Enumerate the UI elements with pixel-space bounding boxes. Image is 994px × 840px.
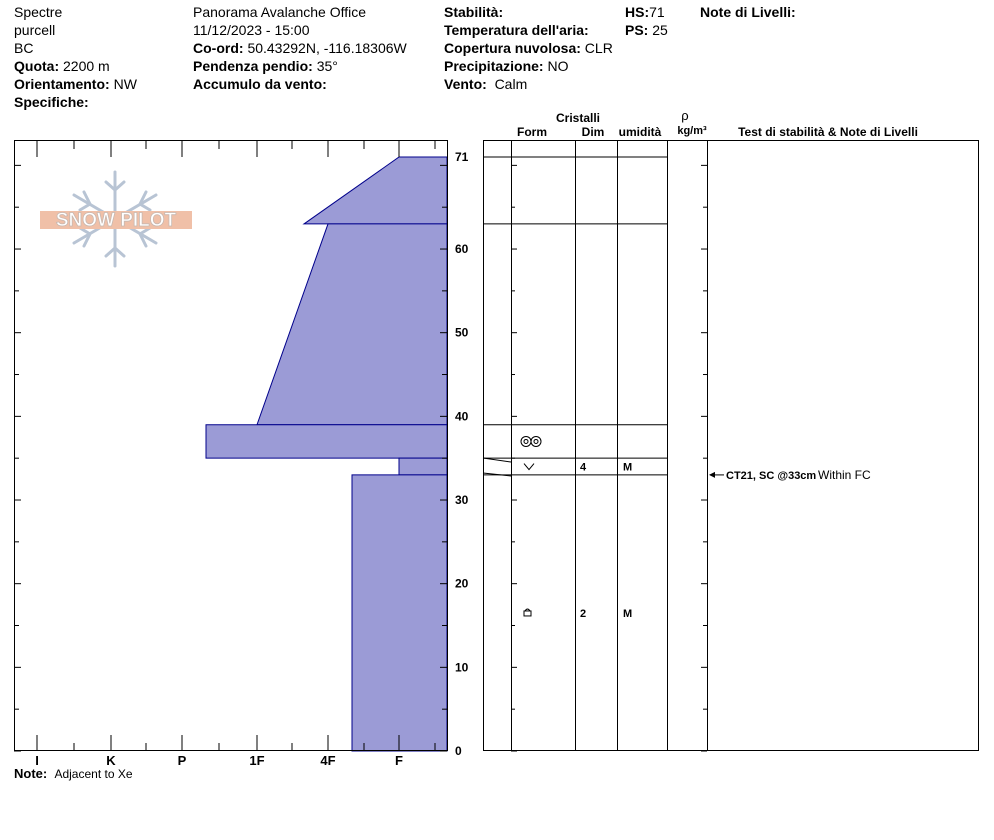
region-name: BC (14, 40, 34, 56)
layer-table-frame (484, 141, 979, 751)
depth-label-71: 71 (455, 150, 469, 164)
layer-table (484, 140, 979, 751)
form-header: Form (517, 125, 547, 139)
hardness-layers (206, 157, 447, 751)
layer-row-1 (524, 462, 632, 474)
slope-angle: Pendenza pendio: 35° (193, 58, 338, 74)
organization: Panorama Avalanche Office (193, 4, 367, 20)
air-temp: Temperatura dell'aria: (444, 22, 589, 38)
hardness-label-I: I (35, 753, 39, 768)
logo-text: SNOW PILOT (55, 210, 177, 231)
wind-loading: Accumulo da vento: (193, 76, 327, 92)
test-arrow-head (709, 472, 715, 478)
layer-notes-label: Note di Livelli: (700, 4, 796, 20)
hardness-layer-1 (257, 224, 447, 425)
cloud-cover: Copertura nuvolosa: CLR (444, 40, 613, 56)
grain-right (531, 436, 541, 446)
precipitation: Precipitazione: NO (444, 58, 569, 74)
hardness-layer-0 (304, 157, 447, 224)
density-header: ρ (681, 108, 689, 123)
layer-moisture: M (623, 607, 633, 620)
moisture-header: umidità (618, 125, 662, 139)
hardness-label-4F: 4F (320, 753, 336, 768)
depth-label-0: 0 (455, 744, 462, 758)
crystals-header: Cristalli (555, 111, 601, 125)
hardness-layer-3 (399, 458, 447, 475)
depth-label-20: 20 (455, 576, 469, 591)
layer-rows (521, 436, 632, 620)
depth-label-10: 10 (455, 660, 469, 675)
density-unit: kg/m³ (677, 125, 707, 137)
layer-dim: 4 (580, 461, 587, 474)
dim-header: Dim (581, 125, 605, 139)
stability-tests (709, 468, 871, 482)
faceted-crystals-icon (524, 609, 531, 616)
surface-hoar-icon (524, 464, 534, 470)
penetration: PS: 25 (625, 22, 668, 38)
specifics: Specifiche: (14, 94, 89, 110)
stability-test-0 (709, 468, 871, 482)
snow-height: HS:71 (625, 4, 665, 20)
hardness-label-F: F (395, 753, 403, 768)
test-note: Within FC (818, 467, 871, 482)
depth-axis (455, 150, 469, 758)
range-name: purcell (14, 22, 56, 38)
grain-left-inner (524, 439, 528, 443)
facet-box (524, 611, 531, 616)
depth-label-50: 50 (455, 325, 469, 340)
hardness-label-1F: 1F (249, 753, 265, 768)
depth-label-40: 40 (455, 409, 469, 424)
grain-right-inner (534, 439, 538, 443)
location-name: Spectre (14, 4, 63, 20)
layer-row-0 (521, 436, 541, 446)
test-result: CT21, SC @33cm (726, 469, 817, 482)
hardness-label-P: P (177, 753, 187, 768)
layer-moisture: M (623, 461, 633, 474)
snowpilot-logo (40, 172, 192, 266)
date-time: 11/12/2023 - 15:00 (193, 22, 310, 38)
hardness-layer-2 (206, 425, 447, 458)
stability: Stabilità: (444, 4, 504, 20)
table-headers (517, 108, 918, 139)
hardness-layer-4 (352, 475, 447, 751)
aspect: Orientamento: NW (14, 76, 137, 92)
hardness-label-K: K (106, 753, 116, 768)
hoar-chevron (524, 464, 534, 470)
layer-row-2 (524, 608, 632, 620)
rounded-grains-icon (521, 436, 541, 446)
wind: Vento: Calm (444, 76, 528, 92)
depth-label-30: 30 (455, 493, 469, 508)
profile-note: Note: Adjacent to Xe (14, 766, 133, 781)
layer-dim: 2 (580, 607, 587, 620)
grain-left (521, 436, 531, 446)
coordinates: Co-ord: 50.43292N, -116.18306W (193, 40, 407, 56)
tests-header: Test di stabilità & Note di Livelli (738, 125, 918, 139)
depth-label-60: 60 (455, 242, 469, 257)
elevation: Quota: 2200 m (14, 58, 110, 74)
